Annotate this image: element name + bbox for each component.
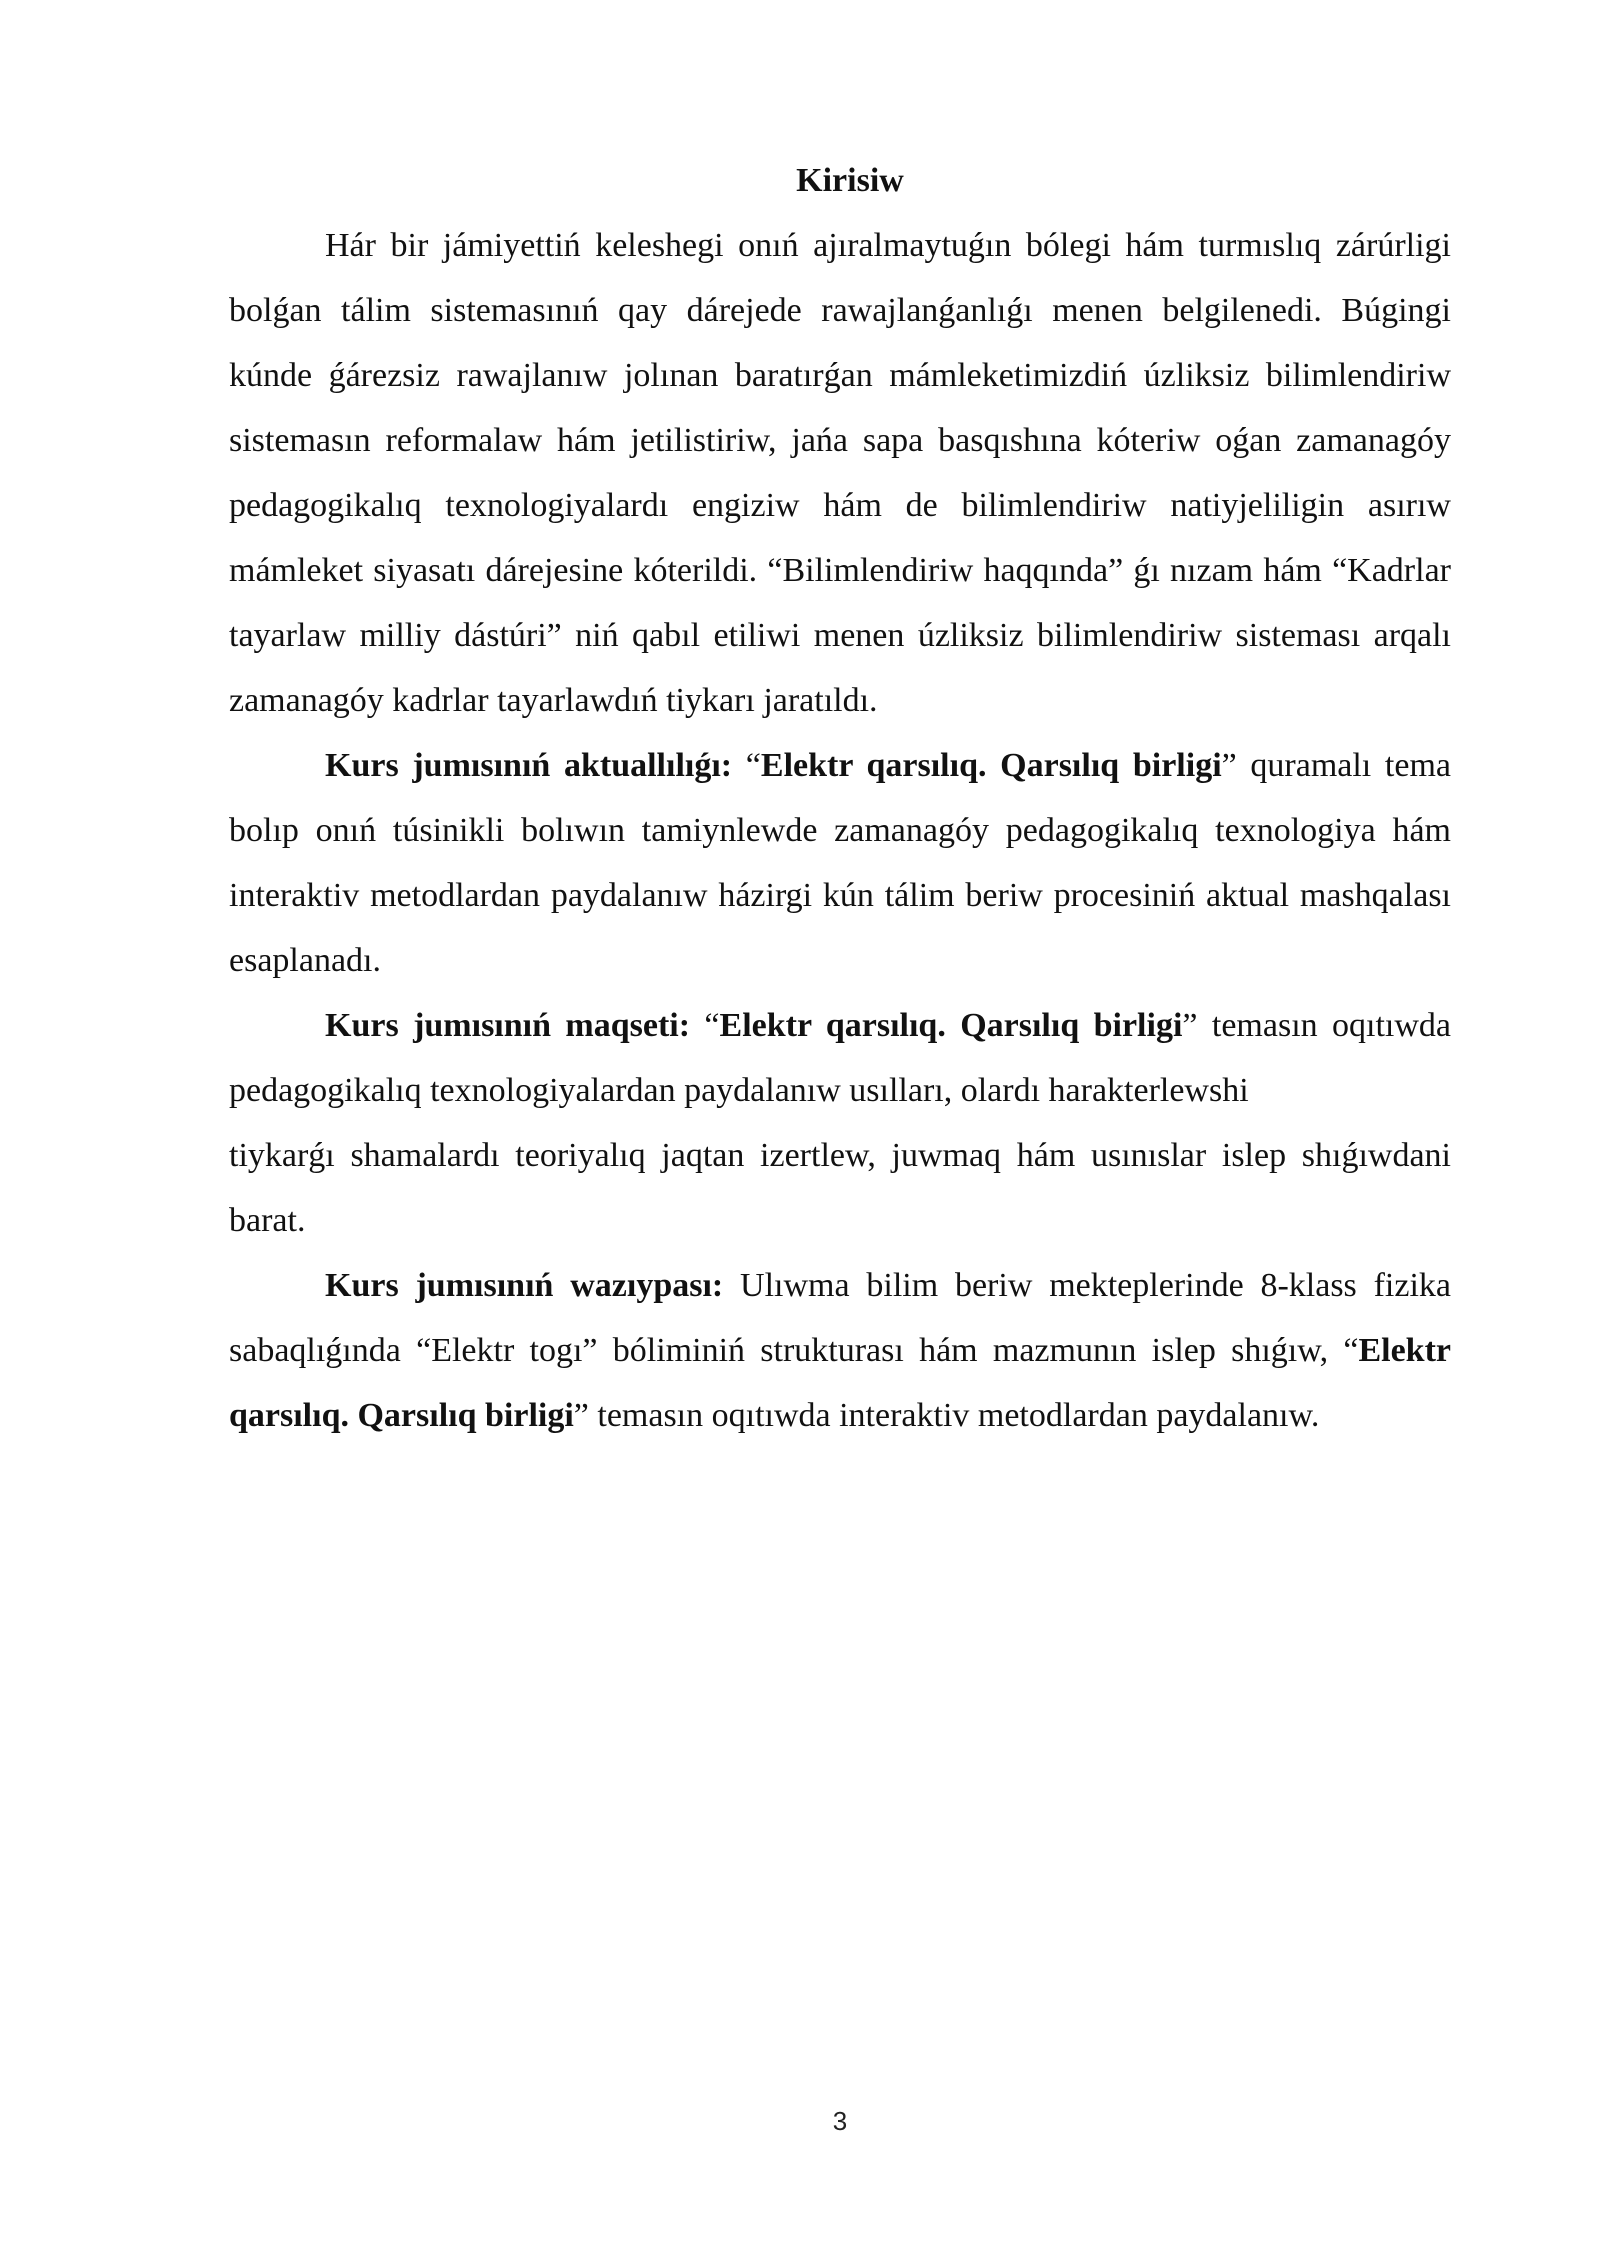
actuality-topic: Elektr qarsılıq. Qarsılıq birligi <box>760 747 1222 784</box>
page-content <box>229 148 1451 1448</box>
task-topic: Elektr qarsılıq. Qarsılıq birligi <box>229 1332 1451 1434</box>
actuality-label: Kurs jumısınıń aktuallılıǵı: <box>325 747 733 784</box>
actuality-quote-open: “ <box>732 747 761 784</box>
page-number: 3 <box>832 2106 848 2136</box>
goal-continuation: tiykarǵı shamalardı teoriyalıq jaqtan izertlew, juwmaq hám usınıslar islep shıǵıwdani barat. <box>229 1137 1451 1239</box>
actuality-paragraph <box>229 733 1451 993</box>
task-label: Kurs jumısınıń wazıypası: <box>325 1267 724 1304</box>
actuality-text: ” quramalı tema bolıp onıń túsinikli bolıwın tamiynlewde zamanagóy pedagogikalıq texnologiya hám interaktiv metodlardan paydalanıw házirgi kún tálim beriw procesiniń aktual mashqalası esaplanadı. <box>229 747 1451 979</box>
task-text-after: ” temasın oqıtıwda interaktiv metodlardan paydalanıw. <box>573 1397 1320 1434</box>
goal-topic: Elektr qarsılıq. Qarsılıq birligi <box>719 1007 1183 1044</box>
goal-label: Kurs jumısınıń maqseti: <box>325 1007 691 1044</box>
section-heading: Kirisiw <box>796 162 904 199</box>
task-text-before: Ulıwma bilim beriw mekteplerinde 8-klass fizika sabaqlıǵında “Elektr togı” bóliminiń strukturası hám mazmunın islep shıǵıw, “ <box>229 1267 1451 1369</box>
goal-paragraph <box>229 993 1451 1123</box>
goal-text: ” temasın oqıtıwda pedagogikalıq texnologiyalardan paydalanıw usılları, olardı harakterlewshi <box>229 1007 1452 1109</box>
goal-quote-open: “ <box>690 1007 720 1044</box>
task-paragraph <box>229 1253 1451 1448</box>
intro-paragraph: Hár bir jámiyettiń keleshegi onıń ajıralmaytuǵın bólegi hám turmıslıq zárúrligi bolǵan tálim sistemasınıń qay dárejede rawajlanǵanlıǵı menen belgilenedi. Búgingi kúnde ǵárezsiz rawajlanıw jolınan baratırǵan mámleketimizdiń úzliksiz bilimlendiriw sistemasın reformalaw hám jetilistiriw, jańa sapa basqıshına kóteriw oǵan zamanagóy pedagogikalıq texnologiyalardı engiziw hám de bilimlendiriw natiyjeliligin asırıw mámleket siyasatı dárejesine kóterildi. “Bilimlendiriw haqqında” ǵı nızam hám “Kadrlar tayarlaw milliy dástúri” niń qabıl etiliwi menen úzliksiz bilimlendiriw sisteması arqalı zamanagóy kadrlar tayarlawdıń tiykarı jaratıldı. <box>229 227 1451 719</box>
